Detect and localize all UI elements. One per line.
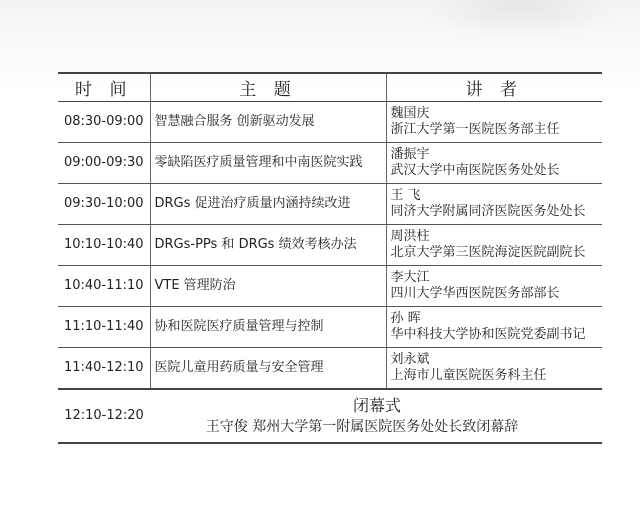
speaker-name: 孙 晖 [390, 311, 421, 326]
session-time: 09:00-09:30 [58, 143, 150, 184]
session-time: 10:10-10:40 [58, 225, 150, 266]
session-speaker [386, 348, 602, 390]
session-topic: 智慧融合服务 创新驱动发展 [150, 102, 386, 143]
session-topic: DRGs 促进治疗质量内涵持续改进 [150, 184, 386, 225]
closing-row [58, 389, 602, 443]
speaker-name: 刘永斌 [390, 352, 430, 367]
closing-description: 王守俊 郑州大学第一附属医院医务处处长致闭幕辞 [205, 419, 519, 435]
schedule-body [58, 102, 602, 444]
session-topic: 协和医院医疗质量管理与控制 [150, 307, 386, 348]
speaker-name: 李大江 [390, 270, 430, 285]
speaker-name: 周洪柱 [390, 229, 430, 244]
session-time: 08:30-09:00 [58, 102, 150, 143]
session-time: 10:40-11:10 [58, 266, 150, 307]
table-row [58, 225, 602, 266]
session-topic: 零缺陷医疗质量管理和中南医院实践 [150, 143, 386, 184]
speaker-title: 上海市儿童医院医务科主任 [390, 368, 547, 383]
session-speaker [386, 184, 602, 225]
session-speaker [386, 102, 602, 143]
speaker-title: 华中科技大学协和医院党委副书记 [390, 327, 586, 342]
table-row [58, 266, 602, 307]
session-time: 11:10-11:40 [58, 307, 150, 348]
session-topic: VTE 管理防治 [150, 266, 386, 307]
session-time: 11:40-12:10 [58, 348, 150, 390]
header-time: 时 间 [58, 73, 150, 102]
session-speaker [386, 225, 602, 266]
speaker-title: 武汉大学中南医院医务处处长 [390, 163, 560, 178]
speaker-name: 潘振宇 [390, 147, 430, 162]
table-row [58, 348, 602, 390]
speaker-title: 浙江大学第一医院医务部主任 [390, 122, 560, 137]
session-topic: 医院儿童用药质量与安全管理 [150, 348, 386, 390]
header-topic: 主 题 [150, 73, 386, 102]
speaker-title: 北京大学第三医院海淀医院副院长 [390, 245, 586, 260]
session-speaker [386, 143, 602, 184]
closing-time: 12:10-12:20 [58, 389, 150, 443]
speaker-name: 王 飞 [390, 188, 421, 203]
schedule-table [58, 72, 602, 444]
session-speaker [386, 307, 602, 348]
session-speaker [386, 266, 602, 307]
table-row [58, 143, 602, 184]
session-time: 09:30-10:00 [58, 184, 150, 225]
closing-title: 闭幕式 [352, 396, 401, 415]
header-speaker: 讲 者 [386, 73, 602, 102]
table-row [58, 307, 602, 348]
speaker-title: 同济大学附属同济医院医务处处长 [390, 204, 586, 219]
session-topic: DRGs-PPs 和 DRGs 绩效考核办法 [150, 225, 386, 266]
speaker-title: 四川大学华西医院医务部部长 [390, 286, 560, 301]
table-row [58, 184, 602, 225]
speaker-name: 魏国庆 [390, 106, 430, 121]
table-row [58, 102, 602, 143]
header-row [58, 73, 602, 102]
closing-content [150, 389, 602, 443]
schedule-header [58, 73, 602, 102]
